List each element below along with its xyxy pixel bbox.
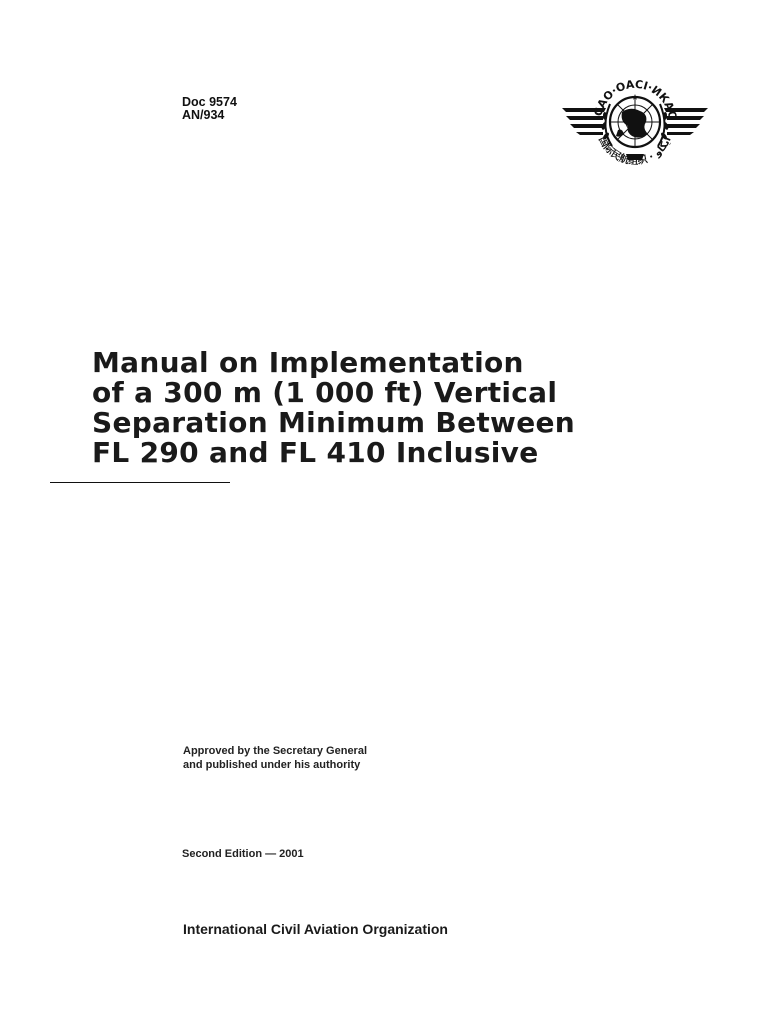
title-divider [50,482,230,483]
approval-line: Approved by the Secretary General [183,745,368,757]
title-line: FL 290 and FL 410 Inclusive [92,436,539,469]
title-line: of a 300 m (1 000 ft) Vertical [92,376,558,409]
publisher-name: International Civil Aviation Organization [183,921,448,937]
edition-label: Second Edition — 2001 [182,848,304,860]
svg-text:国际民航组织 · ايكاو: 国际民航组织 · ايكاو [596,134,674,168]
svg-text:ICAO·OACI·ИКАО: ICAO·OACI·ИКАО [591,77,680,122]
approval-line: and published under his authority [183,759,361,771]
document-number: Doc 9574 [182,95,237,109]
document-title [92,348,575,468]
approval-statement [183,744,367,772]
title-line: Manual on Implementation [92,346,524,379]
icao-emblem-icon [556,56,714,190]
document-number-block [182,96,237,122]
title-line: Separation Minimum Between [92,406,576,439]
series-code: AN/934 [182,108,225,122]
